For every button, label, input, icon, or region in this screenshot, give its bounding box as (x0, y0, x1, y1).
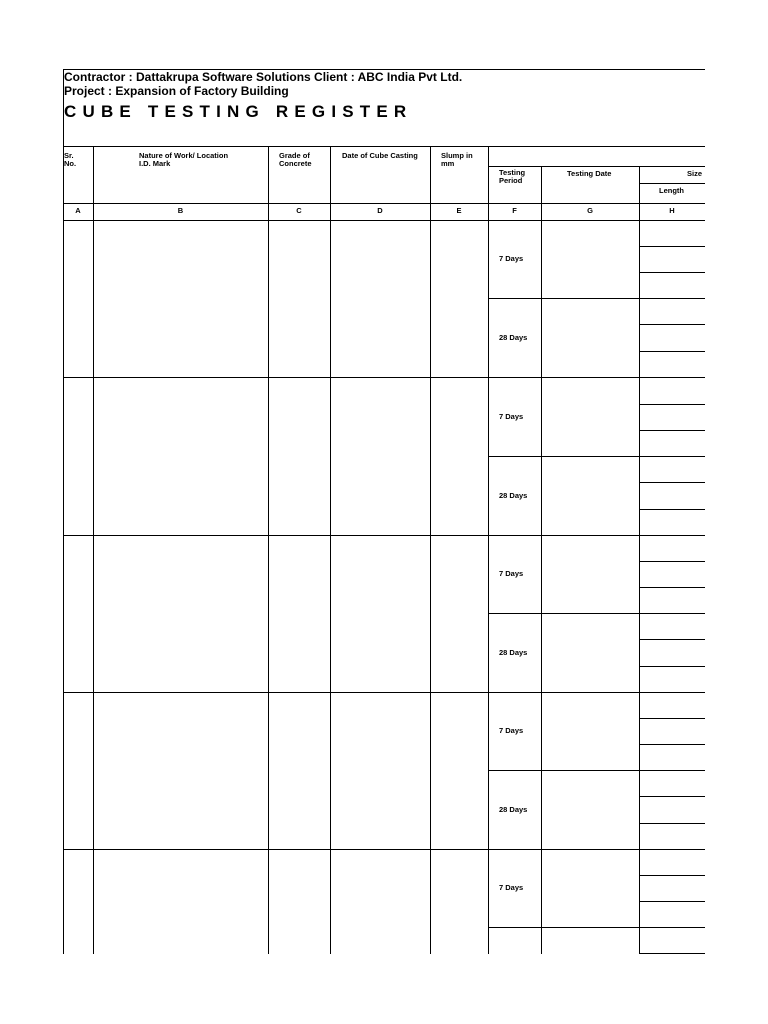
column-letter: E (456, 206, 462, 215)
column-letter: G (587, 206, 593, 215)
testing-period-label: 28 Days (499, 647, 528, 657)
col-testing-period: Testing Period (499, 168, 526, 185)
column-letter: F (512, 206, 517, 215)
size-subrow-line (639, 509, 705, 510)
size-subrow-line (639, 823, 705, 824)
col-testing-date: Testing Date (567, 169, 612, 178)
register-title: CUBE TESTING REGISTER (64, 102, 413, 121)
top-border (63, 69, 705, 70)
col-date-casting: Date of Cube Casting (342, 151, 418, 160)
size-subrow-line (639, 639, 705, 640)
column-letter: H (669, 206, 675, 215)
col-divider (639, 166, 640, 954)
size-subrow-line (639, 561, 705, 562)
size-subrow-line (639, 875, 705, 876)
testing-period-label: 28 Days (499, 332, 528, 342)
col-grade: Grade of Concrete (279, 151, 312, 168)
period-divider (488, 770, 705, 771)
testing-period-label: 28 Days (499, 490, 528, 500)
testing-period-label: 7 Days (499, 412, 524, 421)
testing-period-label: 7 Days (499, 569, 524, 578)
period-divider (488, 298, 705, 299)
testing-period-label: 7 Days (499, 726, 524, 735)
size-subrow-line (639, 744, 705, 745)
record-bottom (63, 535, 705, 536)
record-bottom (63, 692, 705, 693)
size-subrow-line (639, 666, 705, 667)
col-divider (330, 146, 331, 954)
header-divider (63, 146, 705, 147)
column-letter: C (296, 206, 302, 215)
col-divider (430, 146, 431, 954)
size-subrow-line (639, 324, 705, 325)
col-divider (93, 146, 94, 954)
project-line: Project : Expansion of Factory Building (64, 84, 289, 98)
period-divider (488, 613, 705, 614)
period-divider (488, 456, 705, 457)
testing-subheader-line (488, 166, 705, 167)
size-subheader-line (639, 183, 705, 184)
column-letter: A (75, 206, 81, 215)
contractor-line: Contractor : Dattakrupa Software Solutions Client : ABC India Pvt Ltd. (64, 70, 463, 84)
size-subrow-line (639, 796, 705, 797)
letter-row-bottom (63, 220, 705, 221)
size-subrow-line (639, 430, 705, 431)
column-header-bottom (63, 203, 705, 204)
size-subrow-line (639, 246, 705, 247)
size-subrow-line (639, 404, 705, 405)
testing-period-label: 7 Days (499, 883, 524, 892)
testing-period-label: 7 Days (499, 254, 524, 263)
size-subrow-line (639, 351, 705, 352)
size-subrow-line (639, 953, 705, 954)
left-border (63, 69, 64, 954)
col-length: Length (659, 186, 684, 195)
col-divider (488, 146, 489, 954)
column-letter: D (377, 206, 383, 215)
size-subrow-line (639, 482, 705, 483)
col-slump: Slump in mm (441, 151, 473, 168)
size-subrow-line (639, 587, 705, 588)
record-bottom (63, 377, 705, 378)
size-subrow-line (639, 901, 705, 902)
column-letter: B (177, 206, 184, 215)
size-subrow-line (639, 272, 705, 273)
col-sr-no: Sr. No. (64, 151, 77, 168)
testing-period-label: 28 Days (499, 804, 528, 814)
period-divider (488, 927, 705, 928)
col-divider (541, 166, 542, 954)
record-bottom (63, 849, 705, 850)
col-size: Size (687, 169, 703, 178)
size-subrow-line (639, 718, 705, 719)
col-nature-of-work: Nature of Work/ Location I.D. Mark (139, 151, 229, 168)
col-divider (268, 146, 269, 954)
